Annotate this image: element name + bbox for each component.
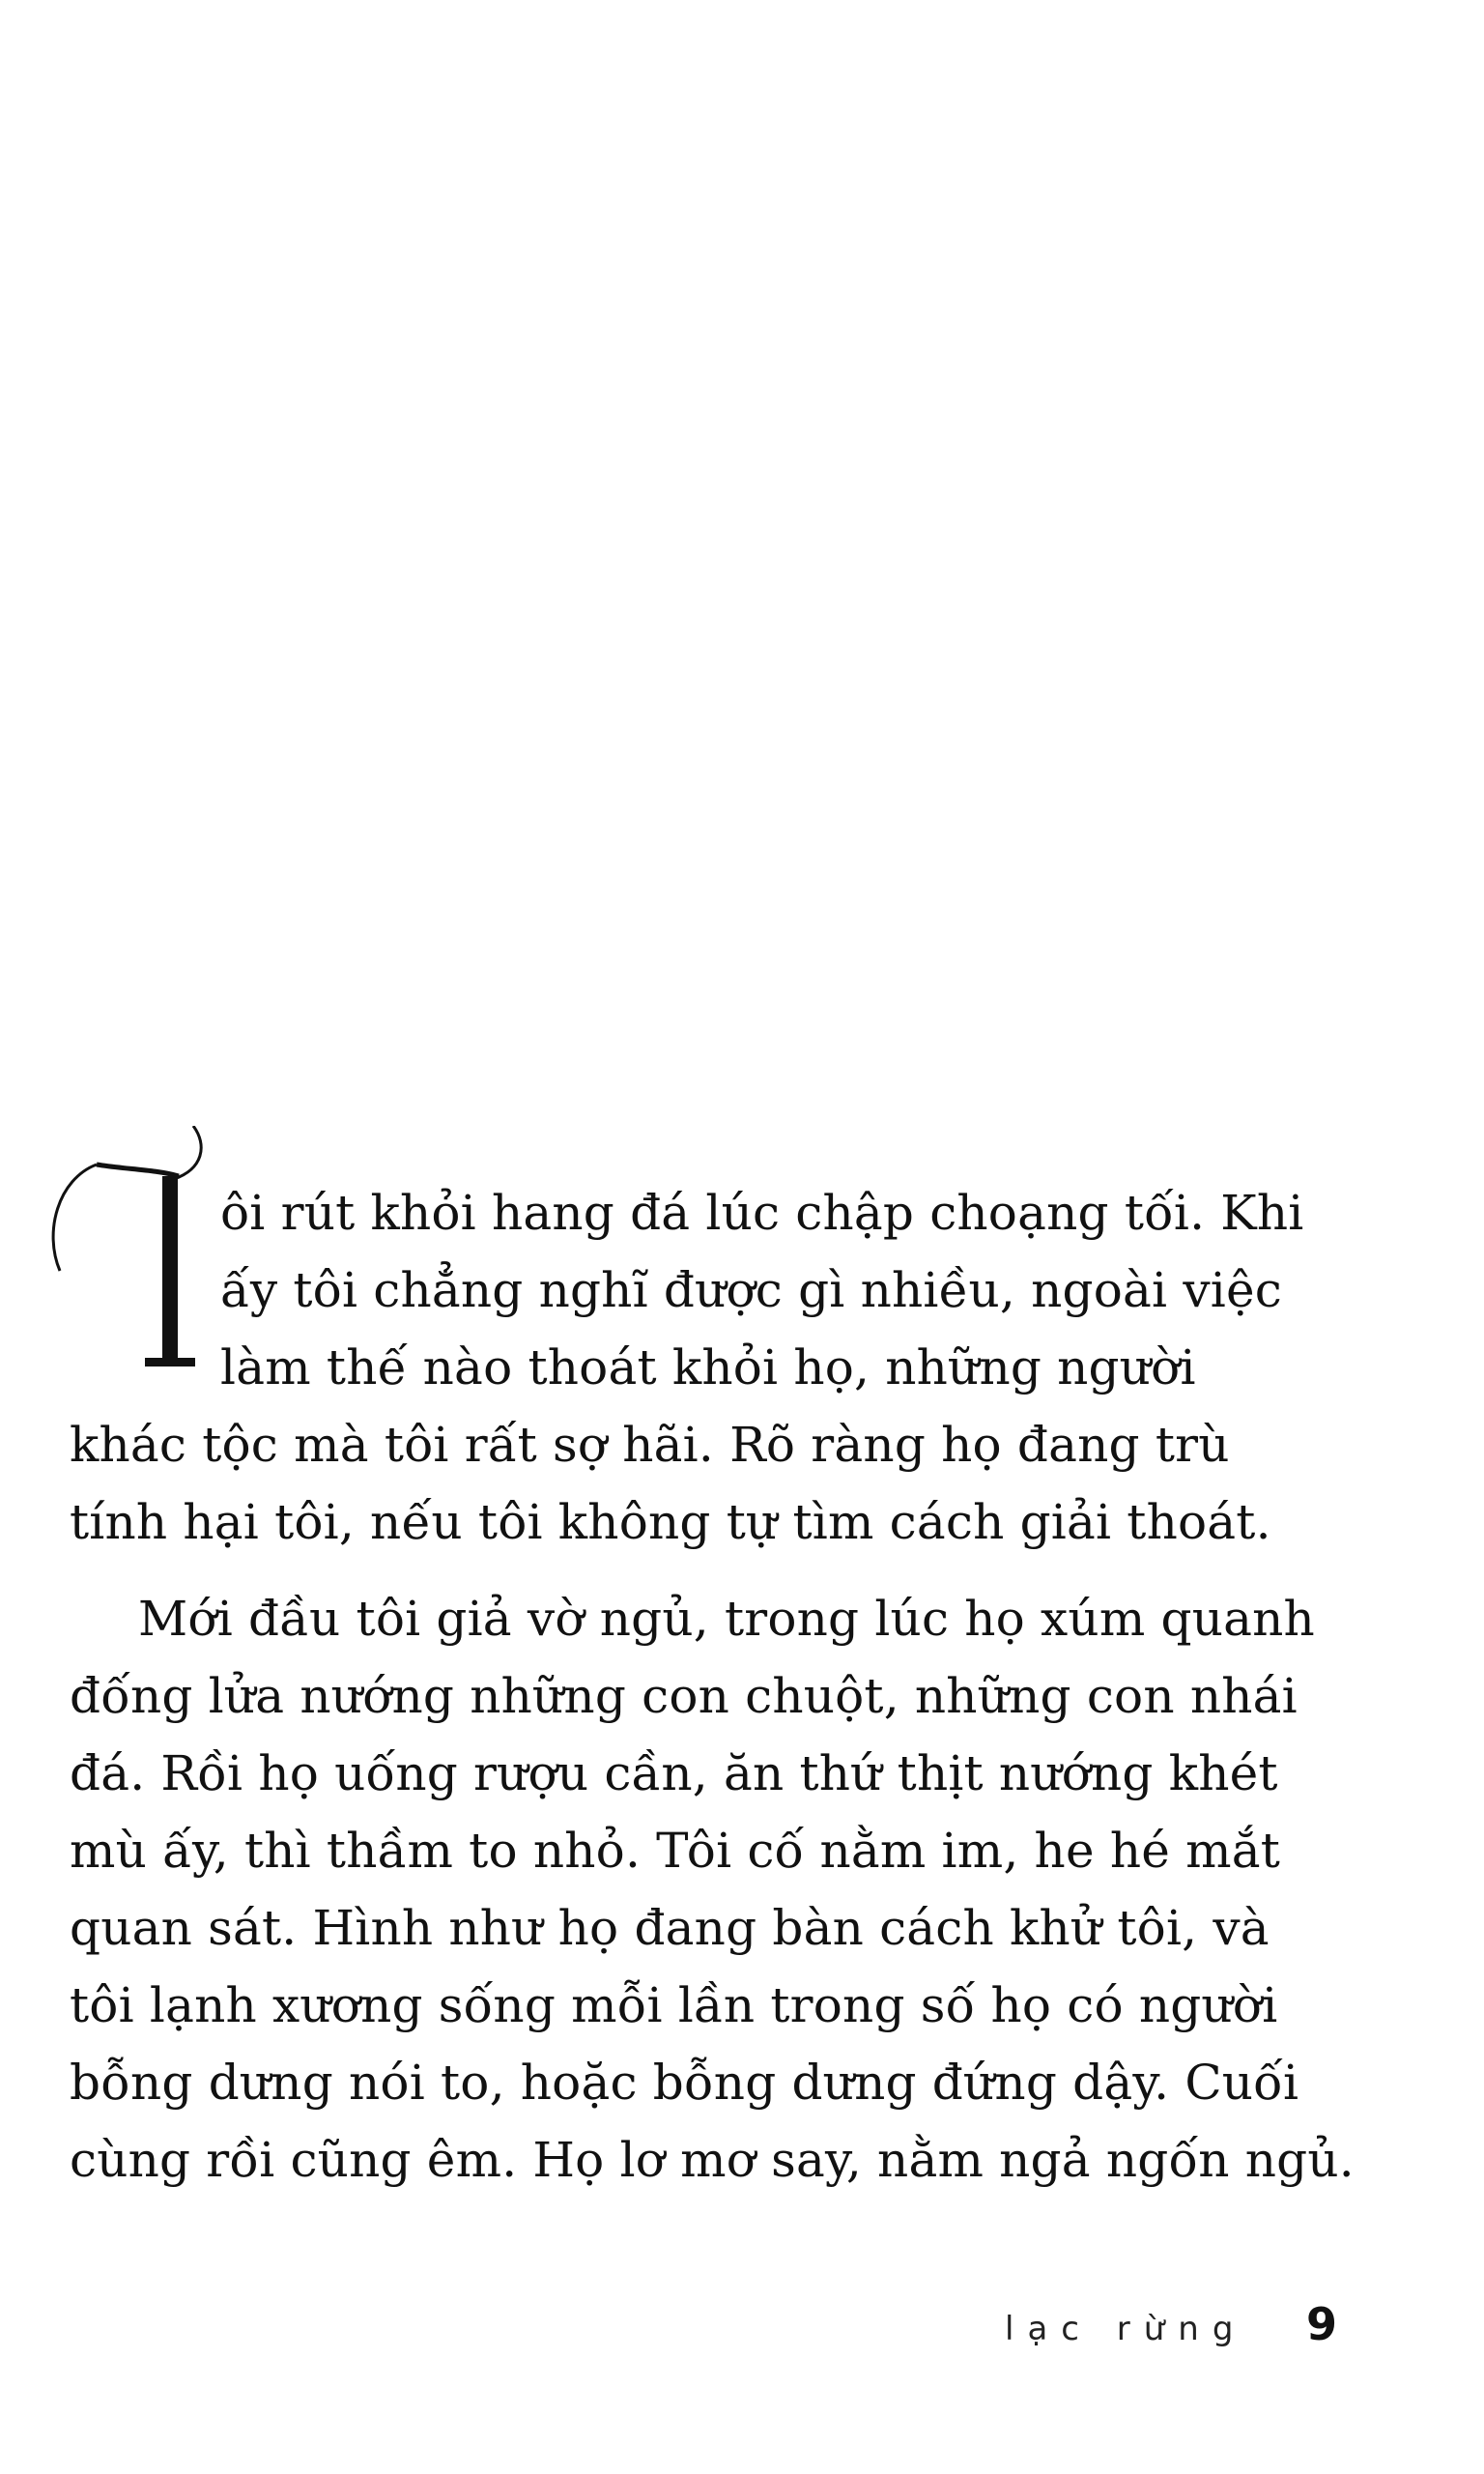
paragraph-2-line-5: quan sát. Hình như họ đang bàn cách khử tôi, và <box>70 1900 1270 1956</box>
page-number: 9 <box>1306 2298 1338 2350</box>
paragraph-1-line-1: ôi rút khỏi hang đá lúc chập choạng tối. Khi <box>220 1185 1304 1241</box>
drop-cap-letter <box>39 1126 40 1127</box>
paragraph-1-line-3: làm thế nào thoát khỏi họ, những người <box>220 1339 1196 1395</box>
paragraph-2-line-6: tôi lạnh xương sống mỗi lần trong số họ có người <box>70 1977 1278 2033</box>
drop-cap <box>39 1126 222 1401</box>
paragraph-2-line-2: đống lửa nướng những con chuột, những con nhái <box>70 1668 1298 1724</box>
paragraph-2-line-3: đá. Rồi họ uống rượu cần, ăn thứ thịt nướng khét <box>70 1745 1278 1801</box>
drop-cap-t-glyph <box>39 1126 222 1401</box>
paragraph-2-line-8: cùng rồi cũng êm. Họ lơ mơ say, nằm ngả ngốn ngủ. <box>70 2132 1355 2188</box>
paragraph-2-line-1: Mới đầu tôi giả vờ ngủ, trong lúc họ xúm quanh <box>138 1591 1315 1647</box>
paragraph-1-line-5: tính hại tôi, nếu tôi không tự tìm cách giải thoát. <box>70 1494 1271 1550</box>
paragraph-1-line-2: ấy tôi chẳng nghĩ được gì nhiều, ngoài việc <box>220 1262 1282 1318</box>
running-footer-title: lạc rừng <box>1005 2310 1247 2348</box>
paragraph-2-line-4: mù ấy, thì thầm to nhỏ. Tôi cố nằm im, he hé mắt <box>70 1823 1281 1879</box>
paragraph-1-line-4: khác tộc mà tôi rất sợ hãi. Rõ ràng họ đang trù <box>70 1417 1230 1473</box>
paragraph-2-line-7: bỗng dưng nói to, hoặc bỗng dưng đứng dậy. Cuối <box>70 2055 1299 2111</box>
